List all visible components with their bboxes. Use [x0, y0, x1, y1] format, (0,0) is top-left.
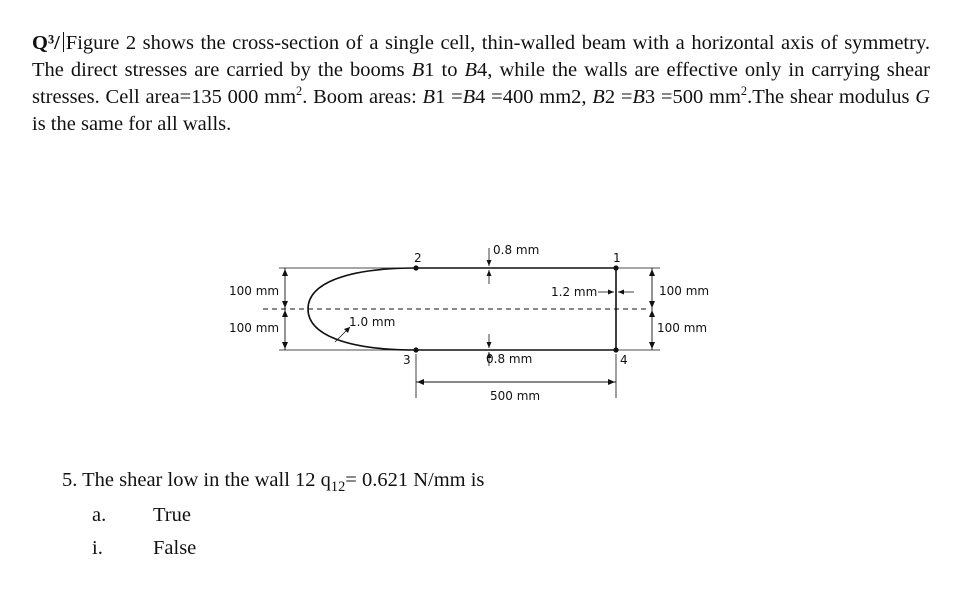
option-label: True — [153, 504, 191, 526]
boom-4 — [613, 347, 618, 352]
question-fragment: 1 = — [435, 86, 463, 108]
question-fragment: 4 =400 mm2, — [475, 86, 593, 108]
boom-label: B — [422, 86, 436, 108]
boom-label-1: 1 — [613, 251, 621, 265]
superscript: 2 — [740, 84, 748, 99]
boom-label: B — [462, 86, 476, 108]
question-fragment: 1 to — [424, 59, 465, 81]
question-fragment: . Boom areas: — [302, 86, 423, 108]
length-dimension: 500 mm — [490, 389, 541, 403]
nose-wall-thickness: 1.0 mm — [349, 315, 396, 329]
boom-label-3: 3 — [403, 353, 411, 367]
boom-label: B — [464, 59, 478, 81]
top-wall-thickness: 0.8 mm — [493, 243, 540, 257]
question-fragment: .The shear modulus — [747, 86, 916, 108]
option-false[interactable] — [92, 535, 292, 562]
shear-modulus-symbol: G — [915, 86, 931, 108]
statement-prefix: 5. The shear low in the wall 12 q — [62, 469, 331, 491]
superscript: 2 — [296, 84, 303, 99]
option-true[interactable] — [92, 502, 292, 529]
left-upper-dimension: 100 mm — [229, 284, 280, 298]
option-label: False — [153, 537, 197, 559]
question-fragment: 2 = — [604, 86, 633, 108]
option-letter: a. — [92, 504, 107, 526]
boom-label: B — [592, 86, 605, 108]
boom-label: B — [411, 59, 425, 81]
question-number: Q³/ — [32, 32, 60, 54]
statement-subscript: 12 — [330, 479, 346, 496]
statement-suffix: = 0.621 N/mm is — [345, 469, 485, 491]
right-wall-thickness: 1.2 mm — [551, 285, 598, 299]
question-statement — [62, 467, 484, 494]
question-fragment: 4, while the walls are effective only in carrying shear stresses. Cell area=135 000 mm — [32, 59, 930, 108]
question-fragment: is the same for all walls. — [32, 113, 232, 135]
bottom-wall-thickness: 0.8 mm — [486, 352, 533, 366]
question-fragment: 3 =500 mm — [644, 86, 741, 108]
right-lower-dimension: 100 mm — [657, 321, 708, 335]
boom-label-2: 2 — [414, 251, 422, 265]
question-line-1: Figure 2 shows the cross-section of a single cell, thin-walled beam with a horizontal axis of symmetry. The direct stresses are carried by the booms — [32, 32, 930, 81]
left-lower-dimension: 100 mm — [229, 321, 280, 335]
boom-label-4: 4 — [620, 353, 628, 367]
boom-1 — [613, 265, 618, 270]
right-upper-dimension: 100 mm — [659, 284, 710, 298]
option-letter: i. — [92, 537, 103, 559]
boom-2 — [413, 265, 418, 270]
boom-3 — [413, 347, 418, 352]
boom-label: B — [632, 86, 645, 108]
